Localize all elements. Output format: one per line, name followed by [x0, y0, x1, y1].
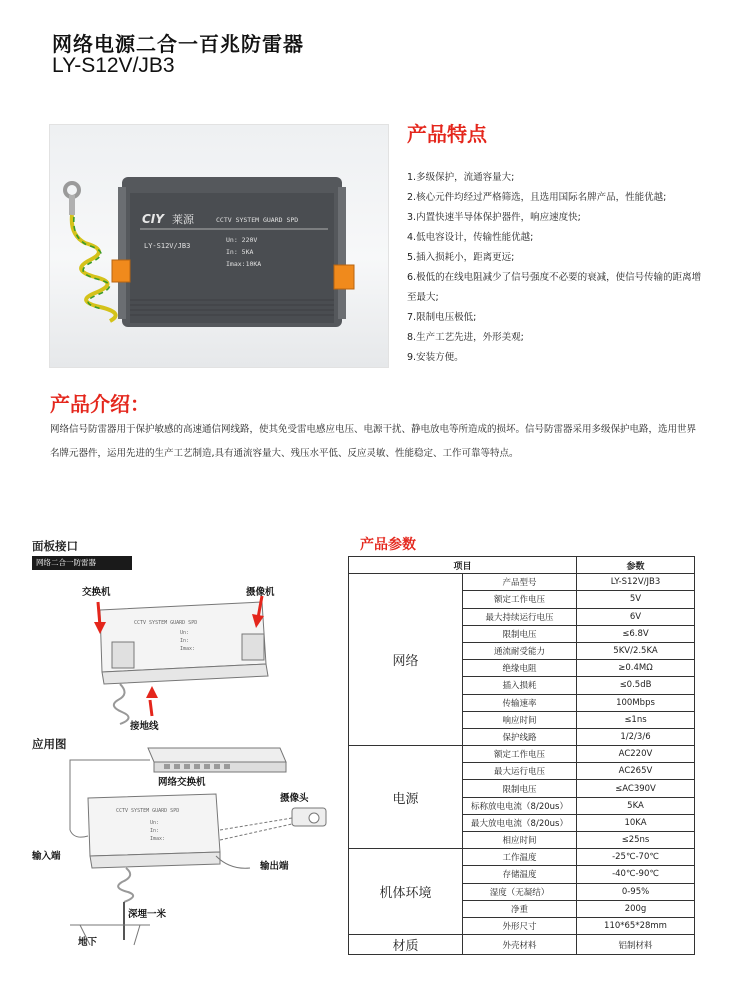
param-value-cell: LY-S12V/JB3 — [577, 574, 695, 591]
category-cell: 材质 — [349, 935, 463, 955]
param-name-cell: 限制电压 — [463, 780, 577, 797]
feature-item: 4.低电容设计，传输性能优越; — [407, 232, 534, 243]
intro-text: 网络信号防雷器用于保护敏感的高速通信网线路，使其免受雷电感应电压、电源干扰、静电放电等所造成的损坏。信号防雷器采用多级保护电路，选用世界名牌元器件，运用先进的生产工艺制造,具有通流容量大、残压水平低、反应灵敏、性能稳定、工作可靠等特点。 — [50, 424, 697, 459]
param-value-cell: ≤0.5dB — [577, 677, 695, 694]
param-value-cell: ≤25ns — [577, 832, 695, 849]
feature-item: 5.插入损耗小，距离更远; — [407, 252, 515, 263]
param-value-cell: ≥0.4MΩ — [577, 660, 695, 677]
col-item-header: 项目 — [349, 557, 577, 574]
param-value-cell: ≤6.8V — [577, 625, 695, 642]
label-camera: 摄像机 — [246, 587, 275, 598]
params-table — [348, 556, 695, 955]
param-name-cell: 产品型号 — [463, 574, 577, 591]
param-value-cell: AC265V — [577, 763, 695, 780]
param-name-cell: 限制电压 — [463, 625, 577, 642]
category-cell: 机体环境 — [349, 849, 463, 935]
params-title: 产品参数 — [360, 537, 416, 553]
label-network-switch: 网络交换机 — [158, 777, 206, 788]
param-name-cell: 保护线路 — [463, 728, 577, 745]
feature-item: 2.核心元件均经过严格筛选，且选用国际名牌产品，性能优越; — [407, 192, 667, 203]
param-name-cell: 最大放电电流（8/20us） — [463, 814, 577, 831]
category-cell: 电源 — [349, 746, 463, 849]
feature-item: 3.内置快速半导体保护器件，响应速度快; — [407, 212, 581, 223]
table-row — [349, 849, 695, 866]
param-value-cell: AC220V — [577, 746, 695, 763]
param-value-cell: 10KA — [577, 814, 695, 831]
model-subtitle: LY-S12V/JB3 — [52, 54, 175, 77]
svg-text:In:: In: — [180, 638, 190, 644]
param-value-cell: 5V — [577, 591, 695, 608]
param-value-cell: 110*65*28mm — [577, 917, 695, 934]
svg-text:Imax:: Imax: — [150, 836, 166, 842]
panel-tag: 网络二合一防雷器 — [32, 556, 132, 570]
label-model: LY-S12V/JB3 — [144, 242, 191, 250]
table-row — [349, 574, 695, 591]
param-name-cell: 外壳材料 — [463, 935, 577, 955]
param-value-cell: 200g — [577, 900, 695, 917]
param-value-cell: 6V — [577, 608, 695, 625]
application-title: 应用图 — [32, 737, 67, 751]
param-value-cell: -25℃-70℃ — [577, 849, 695, 866]
param-name-cell: 传输速率 — [463, 694, 577, 711]
param-name-cell: 额定工作电压 — [463, 746, 577, 763]
label-imax: Imax:10KA — [226, 260, 262, 268]
application-diagram — [30, 740, 340, 950]
svg-text:CCTV SYSTEM GUARD SPD: CCTV SYSTEM GUARD SPD — [116, 808, 180, 814]
label-in: In: 5KA — [226, 248, 254, 256]
label-ground: 接地线 — [130, 721, 159, 732]
param-name-cell: 绝缘电阻 — [463, 660, 577, 677]
param-name-cell: 工作温度 — [463, 849, 577, 866]
svg-text:CIY: CIY — [142, 212, 164, 226]
table-row — [349, 746, 695, 763]
param-name-cell: 额定工作电压 — [463, 591, 577, 608]
svg-text:Imax:: Imax: — [180, 646, 196, 652]
feature-item: 8.生产工艺先进，外形美观; — [407, 332, 524, 343]
label-underground: 地下 — [78, 937, 98, 948]
page-title: 网络电源二合一百兆防雷器 — [52, 32, 304, 56]
label-output: 输出端 — [260, 861, 289, 872]
feature-item: 9.安装方便。 — [407, 352, 464, 363]
param-name-cell: 插入损耗 — [463, 677, 577, 694]
product-photo — [49, 124, 389, 368]
param-name-cell: 最大运行电压 — [463, 763, 577, 780]
label-bury: 深埋一米 — [128, 909, 167, 920]
network-switch-icon — [148, 748, 286, 772]
panel-diagram — [30, 572, 330, 742]
param-value-cell: -40℃-90℃ — [577, 866, 695, 883]
param-value-cell: 100Mbps — [577, 694, 695, 711]
svg-text:Un:: Un: — [150, 820, 160, 826]
intro-title: 产品介绍： — [50, 392, 150, 416]
label-input: 输入端 — [32, 851, 61, 862]
param-name-cell: 通流耐受能力 — [463, 642, 577, 659]
feature-item: 1.多级保护，流通容量大; — [407, 172, 515, 183]
features-title: 产品特点 — [407, 122, 487, 146]
table-header-row — [349, 557, 695, 574]
param-name-cell: 存储温度 — [463, 866, 577, 883]
svg-text:In:: In: — [150, 828, 160, 834]
col-param-header: 参数 — [577, 557, 695, 574]
features-list — [407, 168, 707, 368]
label-line1: CCTV SYSTEM GUARD SPD — [216, 216, 299, 224]
param-value-cell: ≤1ns — [577, 711, 695, 728]
panel-title: 面板接口 — [32, 539, 78, 553]
label-un: Un: 220V — [226, 236, 258, 244]
feature-item: 6.极低的在线电阻减少了信号强度不必要的衰减，使信号传输的距离增至最大; — [407, 272, 702, 303]
svg-text:CCTV SYSTEM GUARD SPD: CCTV SYSTEM GUARD SPD — [134, 620, 198, 626]
label-switch: 交换机 — [82, 587, 111, 598]
param-name-cell: 标称放电电流（8/20us） — [463, 797, 577, 814]
ground-wire — [65, 183, 116, 321]
param-name-cell: 相应时间 — [463, 832, 577, 849]
param-name-cell: 最大持续运行电压 — [463, 608, 577, 625]
param-value-cell: 铝制材料 — [577, 935, 695, 955]
camera-icon — [292, 808, 326, 826]
param-name-cell: 响应时间 — [463, 711, 577, 728]
param-name-cell: 外形尺寸 — [463, 917, 577, 934]
brand-text: 莱源 — [172, 213, 194, 226]
svg-text:Un:: Un: — [180, 630, 190, 636]
param-value-cell: 5KV/2.5KA — [577, 642, 695, 659]
param-value-cell: 5KA — [577, 797, 695, 814]
category-cell: 网络 — [349, 574, 463, 746]
param-value-cell: 0-95% — [577, 883, 695, 900]
param-name-cell: 净重 — [463, 900, 577, 917]
label-camera-head: 摄像头 — [280, 793, 309, 804]
product-illustration — [50, 125, 389, 368]
table-row — [349, 935, 695, 955]
param-value-cell: ≤AC390V — [577, 780, 695, 797]
param-name-cell: 湿度（无凝结） — [463, 883, 577, 900]
param-value-cell: 1/2/3/6 — [577, 728, 695, 745]
feature-item: 7.限制电压极低; — [407, 312, 477, 323]
